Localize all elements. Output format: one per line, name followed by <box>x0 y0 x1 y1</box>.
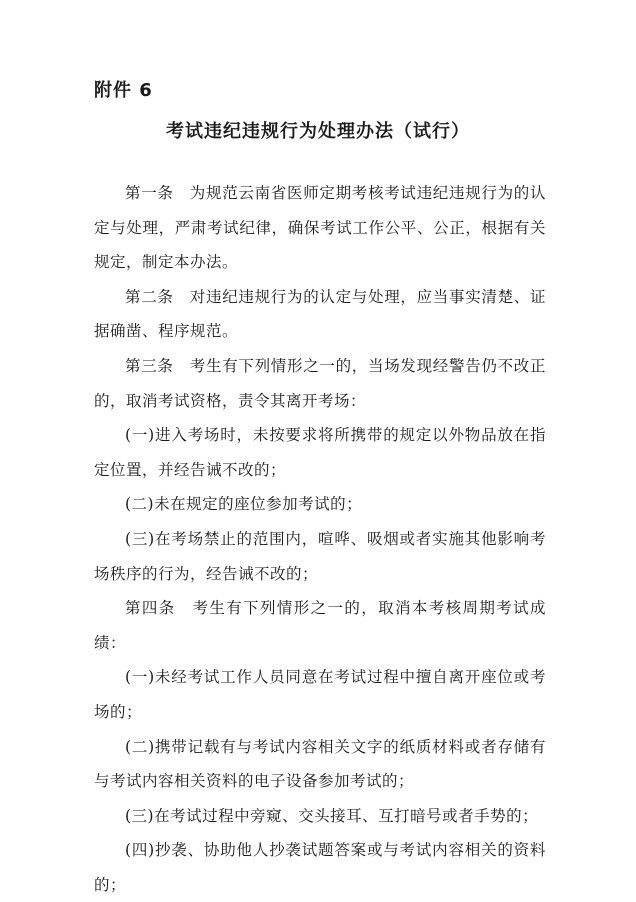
article-4-item-4: (四)抄袭、协助他人抄袭试题答案或与考试内容相关的资料的； <box>94 841 546 894</box>
article-4: 第四条 考生有下列情形之一的，取消本考核周期考试成绩： <box>94 599 546 652</box>
article-1: 第一条 为规范云南省医师定期考核考试违纪违规行为的认定与处理，严肃考试纪律，确保考试工作公平、公正，根据有关规定，制定本办法。 <box>94 184 546 272</box>
article-3-item-1: (一)进入考场时，未按要求将所携带的规定以外物品放在指定位置，并经告诫不改的； <box>94 426 546 479</box>
document-body <box>94 176 546 902</box>
document-title: 考试违纪违规行为处理办法（试行） <box>166 121 470 142</box>
article-3: 第三条 考生有下列情形之一的，当场发现经警告仍不改正的，取消考试资格，责令其离开考场： <box>94 356 546 410</box>
article-4-item-2: (二)携带记载有与考试内容相关文字的纸质材料或者存储有与考试内容相关资料的电子设备参加考试的； <box>94 737 546 791</box>
attachment-label: 附件 6 <box>94 80 153 101</box>
article-3-item-2: (二)未在规定的座位参加考试的； <box>125 495 363 514</box>
article-2: 第二条 对违纪违规行为的认定与处理，应当事实清楚、证据确凿、程序规范。 <box>94 287 546 341</box>
article-4-item-3: (三)在考试过程中旁窥、交头接耳、互打暗号或者手势的； <box>125 806 539 825</box>
article-4-item-1: (一)未经考试工作人员同意在考试过程中擅自离开座位或考场的； <box>94 668 546 721</box>
article-3-item-3: (三)在考场禁止的范围内，喧哗、吸烟或者实施其他影响考场秩序的行为，经告诫不改的； <box>94 529 546 583</box>
